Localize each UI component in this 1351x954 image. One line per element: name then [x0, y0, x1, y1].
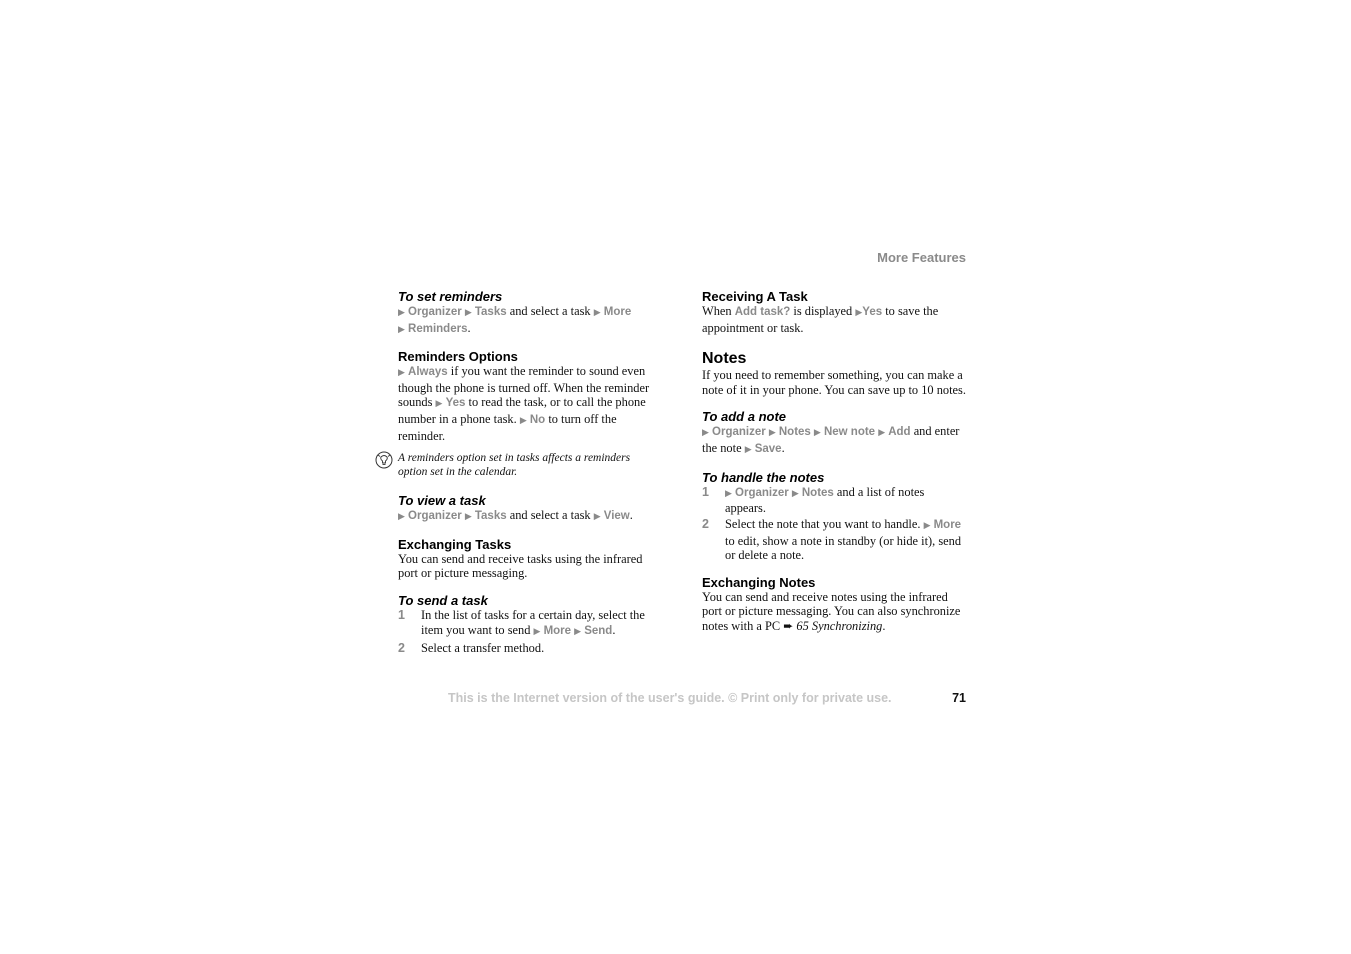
- receiving-task-heading: Receiving A Task: [702, 289, 808, 304]
- period: .: [629, 508, 633, 523]
- step-text: In the list of tasks for a certain day, select the item you want to send: [421, 607, 645, 637]
- add-note-instructions: [702, 424, 968, 457]
- menu-item-tasks: Tasks: [474, 306, 507, 318]
- body-text: to save the appointment or task.: [702, 304, 939, 335]
- step-number: 2: [398, 640, 405, 655]
- menu-item-organizer: Organizer: [408, 306, 462, 318]
- triangle-right-icon: ▶: [593, 308, 601, 318]
- triangle-right-icon: ▶: [533, 626, 541, 637]
- triangle-right-icon: ▶: [398, 324, 405, 335]
- option-yes: Yes: [445, 397, 466, 410]
- set-reminders-heading: To set reminders: [398, 289, 503, 304]
- triangle-right-icon: ▶: [768, 428, 776, 439]
- reminders-options-text: [398, 364, 660, 443]
- menu-item-send: Send: [584, 624, 613, 637]
- triangle-right-icon: ▶: [593, 512, 601, 523]
- body-text: and enter the note: [702, 424, 960, 455]
- menu-item-notes: Notes: [778, 426, 811, 439]
- triangle-right-icon: ▶: [923, 521, 931, 532]
- list-item: [702, 517, 968, 563]
- step-number: 1: [702, 484, 709, 499]
- menu-item-new-note: New note: [823, 426, 876, 439]
- page-number: 71: [952, 691, 966, 705]
- menu-item-organizer: Organizer: [735, 486, 789, 499]
- tip-note: [398, 451, 660, 479]
- menu-item-more: More: [543, 624, 572, 637]
- list-item: [702, 485, 968, 516]
- period: .: [882, 618, 886, 633]
- triangle-right-icon: ▶: [702, 428, 709, 439]
- tip-bulb-icon: [375, 451, 393, 469]
- option-yes: Yes: [862, 306, 883, 318]
- body-text: You can send and receive notes using the infrared port or picture messaging. You can also synchronize notes with a PC: [702, 589, 961, 633]
- send-task-heading: To send a task: [398, 592, 488, 608]
- add-note-heading: To add a note: [702, 409, 787, 425]
- step-text: and a list of notes appears.: [725, 484, 925, 516]
- menu-item-notes: Notes: [801, 486, 834, 499]
- left-column: [398, 289, 660, 657]
- body-text: to read the task, or to call the phone number in a phone task.: [398, 395, 646, 426]
- period: .: [781, 440, 785, 455]
- cross-reference-link[interactable]: 65 Synchronizing: [796, 618, 883, 633]
- triangle-right-icon: ▶: [574, 626, 582, 637]
- handle-notes-heading: To handle the notes: [702, 469, 825, 485]
- exchanging-tasks-heading: Exchanging Tasks: [398, 536, 512, 552]
- receiving-task-text: [702, 304, 968, 335]
- exchanging-notes-text: [702, 590, 968, 634]
- list-item: [398, 641, 660, 656]
- menu-item-more: More: [933, 519, 962, 532]
- triangle-right-icon: ▶: [398, 308, 405, 318]
- right-column: [702, 289, 968, 633]
- view-task-heading: To view a task: [398, 493, 486, 509]
- notes-heading: Notes: [702, 350, 747, 368]
- triangle-right-icon: ▶: [519, 415, 527, 426]
- triangle-right-icon: ▶: [855, 308, 863, 318]
- body-text: to turn off the reminder.: [398, 411, 617, 443]
- menu-item-reminders: Reminders: [408, 322, 468, 335]
- triangle-right-icon: ▶: [464, 308, 472, 318]
- reminders-options-heading: Reminders Options: [398, 349, 518, 365]
- running-header: More Features: [877, 250, 966, 265]
- list-item: [398, 608, 660, 639]
- step-text: to edit, show a note in standby (or hide it), send or delete a note.: [725, 533, 962, 563]
- triangle-right-icon: ▶: [435, 399, 443, 410]
- step-text: Select the note that you want to handle.: [725, 517, 921, 532]
- option-no: No: [529, 413, 546, 426]
- triangle-right-icon: ▶: [398, 368, 405, 379]
- menu-item-organizer: Organizer: [408, 510, 462, 523]
- copyright-notice: This is the Internet version of the user's guide. © Print only for private use.: [448, 691, 892, 705]
- triangle-right-icon: ▶: [398, 512, 405, 523]
- step-number: 1: [398, 607, 405, 622]
- triangle-right-icon: ▶: [791, 488, 799, 499]
- step-number: 2: [702, 517, 709, 532]
- triangle-right-icon: ▶: [878, 428, 886, 439]
- period: .: [467, 320, 471, 335]
- period: .: [612, 622, 616, 637]
- reference-arrow-icon: ➨: [783, 618, 794, 633]
- menu-item-more: More: [603, 306, 632, 318]
- body-text: is displayed: [793, 304, 853, 318]
- body-text: if you want the reminder to sound even though the phone is turned off. When the reminder sounds: [398, 364, 650, 410]
- exchanging-tasks-text: You can send and receive tasks using the infrared port or picture messaging.: [398, 551, 643, 581]
- prompt-add-task: Add task?: [734, 306, 791, 318]
- body-text: When: [702, 304, 732, 318]
- notes-text: If you need to remember something, you can make a note of it in your phone. You can save up to 10 notes.: [702, 368, 966, 397]
- triangle-right-icon: ▶: [464, 512, 472, 523]
- set-reminders-instructions: [398, 304, 660, 337]
- send-task-steps: [398, 608, 660, 655]
- menu-item-tasks: Tasks: [474, 510, 507, 523]
- triangle-right-icon: ▶: [744, 444, 752, 455]
- option-always: Always: [408, 366, 448, 379]
- exchanging-notes-heading: Exchanging Notes: [702, 574, 816, 590]
- instruction-text: and select a task: [509, 304, 591, 318]
- step-text: Select a transfer method.: [421, 640, 545, 655]
- view-task-instructions: [398, 508, 660, 525]
- menu-item-view: View: [603, 510, 630, 523]
- menu-item-organizer: Organizer: [712, 426, 766, 439]
- menu-item-add: Add: [888, 426, 911, 439]
- menu-item-save: Save: [754, 442, 782, 455]
- instruction-text: and select a task: [509, 508, 591, 523]
- page-footer: [440, 691, 966, 707]
- tip-text: A reminders option set in tasks affects a reminders option set in the calendar.: [398, 452, 631, 479]
- triangle-right-icon: ▶: [813, 428, 821, 439]
- triangle-right-icon: ▶: [725, 488, 732, 499]
- handle-notes-steps: [702, 485, 968, 563]
